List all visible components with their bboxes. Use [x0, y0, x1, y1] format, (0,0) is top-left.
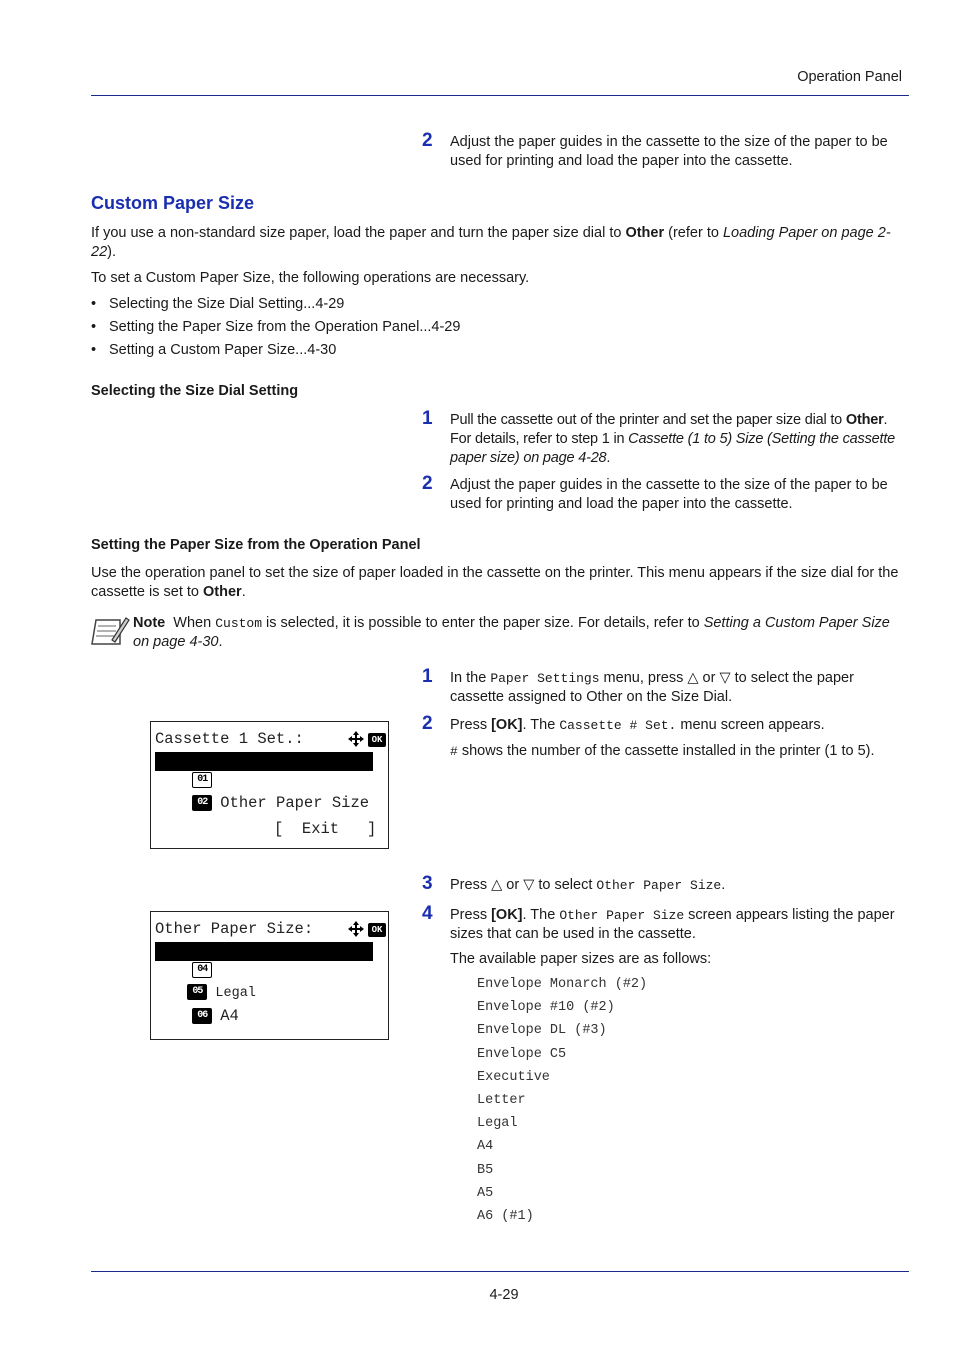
- list-item[interactable]: • Setting the Paper Size from the Operation Panel...4-29: [91, 318, 460, 341]
- list-item: A6 (#1): [477, 1208, 534, 1224]
- ok-icon: OK: [368, 731, 386, 749]
- step-text: Adjust the paper guides in the cassette to the size of the paper to be used for printing and load the paper into the cassette.: [450, 477, 888, 512]
- panel-step-4: [422, 903, 908, 969]
- cross-reference-link[interactable]: Loading Paper on page 2-22: [91, 225, 891, 260]
- operations-list: [91, 295, 460, 364]
- step-number: 1: [422, 408, 433, 429]
- step-number: 3: [422, 873, 433, 894]
- step-number: 2: [422, 130, 433, 151]
- list-item: Envelope #10 (#2): [477, 1000, 615, 1016]
- panel-step-3: [422, 873, 908, 895]
- step-text: Pull the cassette out of the printer and set the paper size dial to Other. For details, refer to step 1 in Cassette (1 to 5) Size (Setting the cassette paper size) on page 4-28.: [450, 412, 896, 466]
- lcd-menu-item[interactable]: 05 Legal: [155, 965, 256, 984]
- list-item: Legal: [477, 1116, 518, 1132]
- paper-size-list: [477, 975, 647, 1230]
- ok-icon: OK: [368, 921, 386, 939]
- list-item: Envelope C5: [477, 1046, 567, 1062]
- subsection-heading: Setting the Paper Size from the Operation Panel: [91, 537, 421, 553]
- step-text: Adjust the paper guides in the cassette to the size of the paper to be used for printing and load the paper into the cassette.: [450, 134, 888, 169]
- list-item: A4: [477, 1139, 494, 1155]
- dial-step-2: [422, 473, 908, 514]
- running-header: Operation Panel: [797, 69, 902, 85]
- intro-paragraph: If you use a non-standard size paper, load the paper and turn the paper size dial to Other (refer to Loading Paper on page 2-22).: [91, 225, 891, 260]
- step-number: 4: [422, 903, 433, 924]
- lcd-menu-item-selected[interactable]: 04 *Letter: [155, 942, 373, 961]
- operations-paragraph: To set a Custom Paper Size, the following operations are necessary.: [91, 270, 530, 286]
- top-step: [422, 130, 908, 171]
- navigation-icon: [346, 730, 366, 753]
- step-text: Press [OK]. The Cassette # Set. menu screen appears.: [450, 717, 825, 733]
- lcd-screen-other-paper-size: [150, 911, 389, 1040]
- note-icon: [90, 614, 130, 652]
- step-text: Press △ or ▽ to select Other Paper Size.: [450, 877, 726, 893]
- list-item: Executive: [477, 1069, 550, 1085]
- cross-reference-link[interactable]: Cassette (1 to 5) Size (Setting the cassette paper size) on page 4-28: [450, 431, 896, 466]
- list-item[interactable]: • Selecting the Size Dial Setting...4-29: [91, 295, 460, 318]
- subsection-heading: Selecting the Size Dial Setting: [91, 383, 299, 399]
- lcd-screen-cassette-set: [150, 721, 389, 849]
- list-item: A5: [477, 1185, 494, 1201]
- cross-reference-link[interactable]: Setting a Custom Paper Size on page 4-30: [133, 615, 890, 650]
- dial-step-1: [422, 408, 908, 468]
- list-item: B5: [477, 1162, 494, 1178]
- header-rule: [91, 95, 909, 96]
- lcd-menu-item[interactable]: 02 Other Paper Size: [155, 775, 369, 794]
- step-number: 1: [422, 666, 433, 687]
- lcd-exit-softkey[interactable]: [ Exit ]: [274, 820, 377, 838]
- step-number: 2: [422, 713, 433, 734]
- panel-step-2: [422, 713, 908, 761]
- navigation-icon: [346, 920, 366, 943]
- lcd-title: Cassette 1 Set.:: [155, 730, 304, 748]
- step-text: Press [OK]. The Other Paper Size screen appears listing the paper sizes that can be used in the cassette.: [450, 907, 895, 942]
- available-sizes-intro: The available paper sizes are as follows:: [450, 951, 712, 967]
- list-item[interactable]: • Setting a Custom Paper Size...4-30: [91, 341, 460, 364]
- lcd-title: Other Paper Size:: [155, 920, 314, 938]
- page-number: 4-29: [489, 1287, 519, 1303]
- panel-step-1: [422, 666, 908, 707]
- footer-rule: [91, 1271, 909, 1272]
- step-subtext: # shows the number of the cassette installed in the printer (1 to 5).: [450, 743, 875, 759]
- panel-paragraph: Use the operation panel to set the size of paper loaded in the cassette on the printer. This menu appears if the size dial for the cassette is set to Other.: [91, 565, 899, 600]
- lcd-menu-item-selected[interactable]: 01 Media Type: [155, 752, 373, 771]
- lcd-menu-item[interactable]: 06 A4: [155, 988, 239, 1007]
- list-item: Envelope DL (#3): [477, 1023, 607, 1039]
- section-title: Custom Paper Size: [91, 193, 255, 213]
- step-text: In the Paper Settings menu, press △ or ▽ to select the paper cassette assigned to Other on the Size Dial.: [450, 670, 854, 705]
- step-number: 2: [422, 473, 433, 494]
- note-text: Note When Custom is selected, it is possible to enter the paper size. For details, refer to Setting a Custom Paper Size on page 4-30.: [133, 615, 890, 650]
- list-item: Letter: [477, 1092, 526, 1108]
- list-item: Envelope Monarch (#2): [477, 977, 648, 992]
